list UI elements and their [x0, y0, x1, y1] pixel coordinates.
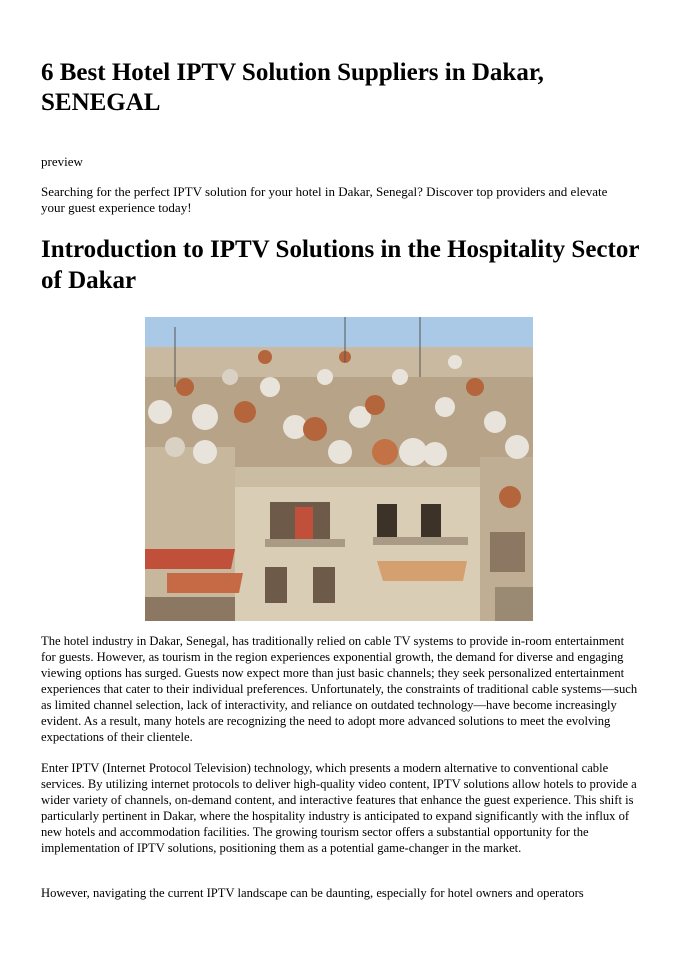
page-title: 6 Best Hotel IPTV Solution Suppliers in Dakar, SENEGAL — [41, 59, 544, 116]
body-paragraph-1: The hotel industry in Dakar, Senegal, has traditionally relied on cable TV systems to provide in-room entertainment for guests. However, as tourism in the region experiences exponential growth, the demand for diverse and engaging viewing options has surged. Guests now expect more than just basic channels; they seek personalized entertainment experiences that cater to their individual preferences. Unfortunately, the constraints of traditional cable systems—such as limited channel selection, lack of interactivity, and reliance on outdated technology—have become increasingly evident. As a result, many hotels are recognizing the need to adopt more advanced solutions to meet the evolving expectations of their clientele. — [41, 634, 638, 744]
preview-label: preview — [41, 154, 83, 169]
satellite-dishes-rooftop-illustration — [145, 317, 533, 621]
article-image — [145, 317, 533, 621]
lead-paragraph: Searching for the perfect IPTV solution for your hotel in Dakar, Senegal? Discover top providers and elevate your guest experience today! — [41, 184, 608, 215]
body-paragraph-2: Enter IPTV (Internet Protocol Television) technology, which presents a modern alternative to conventional cable services. By utilizing internet protocols to deliver high-quality video content, IPTV solutions allow hotels to provide a wider variety of channels, on-demand content, and interactive features that enhance the guest experience. This shift is particularly pertinent in Dakar, where the hospitality industry is anticipated to expand significantly with the influx of new hotels and accommodation facilities. The growing tourism sector offers a substantial opportunity for the implementation of IPTV solutions, positioning them as a potential game-changer in the market. — [41, 761, 637, 855]
body-paragraph-3: However, navigating the current IPTV landscape can be daunting, especially for hotel owners and operators — [41, 886, 584, 900]
section-heading: Introduction to IPTV Solutions in the Hospitality Sector of Dakar — [41, 236, 639, 294]
